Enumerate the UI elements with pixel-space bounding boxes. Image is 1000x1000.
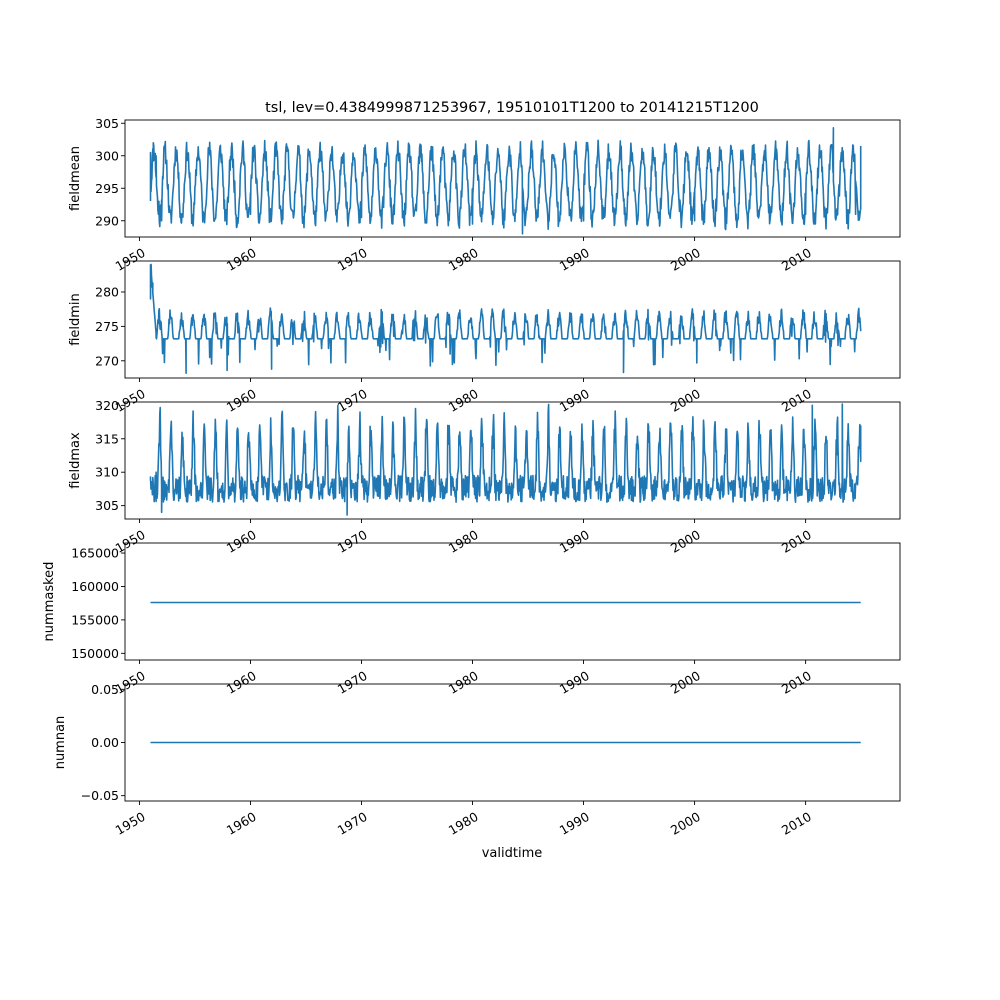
x-tick-label: 1990: [556, 385, 592, 415]
y-tick-label: 280: [95, 284, 119, 300]
y-tick-label: 275: [95, 318, 119, 334]
x-tick-label: 1970: [334, 667, 370, 697]
x-tick-label: 1950: [112, 667, 148, 697]
x-tick-label: 1990: [556, 244, 592, 274]
y-axis-label: fieldmean: [68, 146, 83, 211]
x-tick-label: 1960: [223, 808, 259, 838]
y-tick-label: 0.05: [91, 681, 119, 697]
x-tick-label: 1960: [223, 385, 259, 415]
x-tick-label: 1950: [112, 385, 148, 415]
x-tick-label: 1970: [334, 244, 370, 274]
x-tick-label: 2010: [778, 526, 814, 556]
x-tick-label: 1980: [445, 526, 481, 556]
x-tick-label: 1980: [445, 667, 481, 697]
x-tick-label: 2010: [778, 385, 814, 415]
x-tick-label: 1950: [112, 244, 148, 274]
y-tick-label: 320: [95, 397, 119, 413]
x-tick-label: 1970: [334, 808, 370, 838]
x-tick-label: 1990: [556, 526, 592, 556]
x-tick-label: 2010: [778, 244, 814, 274]
x-tick-label: 1990: [556, 808, 592, 838]
y-axis-label: nummasked: [42, 561, 57, 642]
x-tick-label: 1980: [445, 808, 481, 838]
y-tick-label: 310: [95, 464, 119, 480]
x-tick-label: 2010: [778, 667, 814, 697]
x-tick-label: 1970: [334, 526, 370, 556]
x-tick-label: 2010: [778, 808, 814, 838]
x-tick-label: 2000: [667, 667, 703, 697]
x-tick-label: 1960: [223, 244, 259, 274]
x-tick-label: 1950: [112, 526, 148, 556]
y-tick-label: 300: [95, 148, 119, 164]
y-tick-label: 305: [95, 115, 119, 131]
chart-title: tsl, lev=0.4384999871253967, 19510101T1200 to 20141215T1200: [265, 100, 759, 116]
y-tick-label: 155000: [71, 612, 119, 628]
x-tick-label: 1960: [223, 526, 259, 556]
x-tick-label: 1980: [445, 385, 481, 415]
y-tick-label: −0.05: [80, 788, 119, 804]
x-tick-label: 1950: [112, 808, 148, 838]
x-tick-label: 1960: [223, 667, 259, 697]
x-tick-label: 2000: [667, 244, 703, 274]
y-tick-label: 290: [95, 213, 119, 229]
y-axis-label: numnan: [53, 715, 68, 770]
x-tick-label: 2000: [667, 808, 703, 838]
y-tick-label: 160000: [71, 578, 119, 594]
y-tick-label: 0.00: [91, 735, 119, 750]
y-tick-label: 295: [95, 180, 119, 196]
y-tick-label: 315: [95, 431, 119, 447]
x-tick-label: 2000: [667, 526, 703, 556]
y-tick-label: 305: [95, 498, 119, 514]
x-axis-label: validtime: [481, 846, 543, 861]
x-tick-label: 1990: [556, 667, 592, 697]
y-axis-label: fieldmin: [68, 293, 83, 346]
x-tick-label: 2000: [667, 385, 703, 415]
x-tick-label: 1980: [445, 244, 481, 274]
x-tick-label: 1970: [334, 385, 370, 415]
y-tick-label: 270: [95, 353, 119, 369]
y-tick-label: 150000: [71, 645, 119, 661]
y-tick-label: 165000: [71, 545, 119, 561]
y-axis-label: fieldmax: [68, 432, 83, 489]
